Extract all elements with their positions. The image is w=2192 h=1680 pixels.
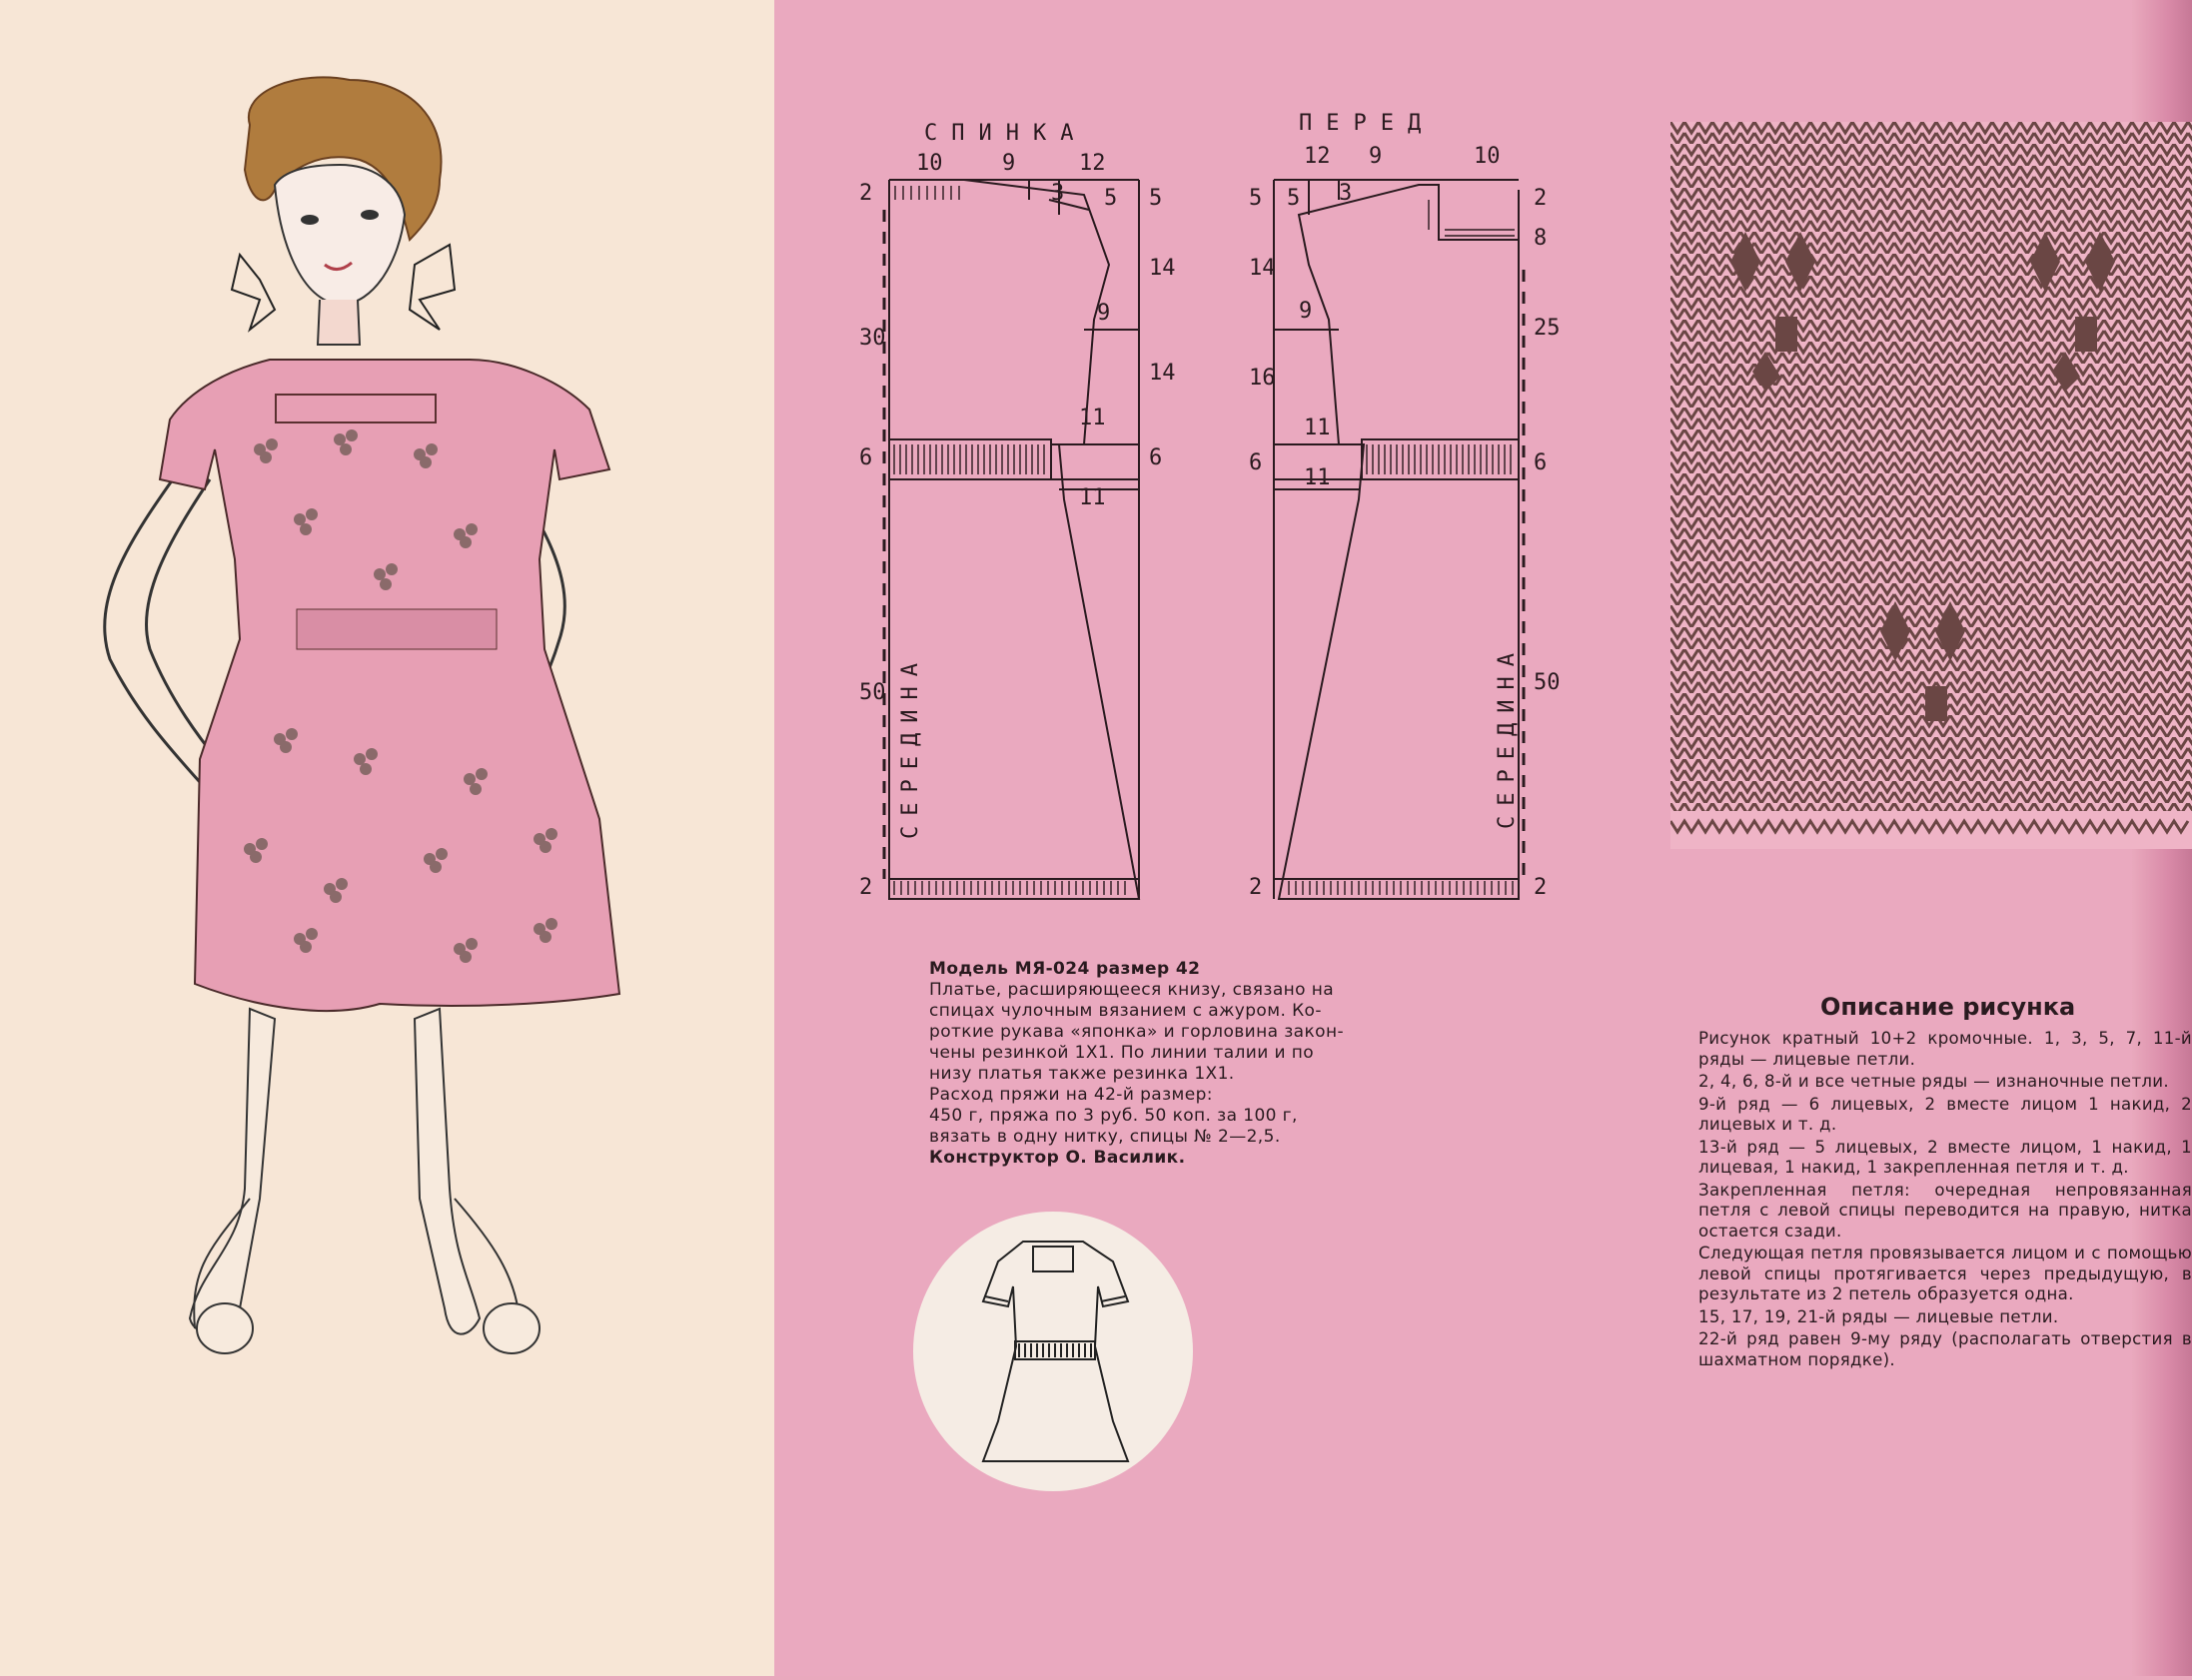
front-inner-5: 11	[1304, 465, 1331, 490]
left-page	[0, 0, 774, 1676]
description-paragraph: Следующая петля провязывается лицом и с помощью левой спицы протягивается через предыдущую, в результате из 2 петель образуется одна.	[1698, 1244, 2192, 1303]
back-left-1: 2	[859, 181, 873, 206]
description-paragraph: Закрепленная петля: очередная непровязанная петля с левой спицы переводится на правую, нитка остается сзади.	[1698, 1180, 2192, 1241]
back-inner-2: 5	[1104, 186, 1118, 211]
front-inner-1: 5	[1287, 186, 1301, 211]
caption-line: низу платья также резинка 1Х1.	[929, 1064, 1235, 1084]
front-title: ПЕРЕД	[1299, 111, 1436, 136]
caption-line: Платье, расширяющееся книзу, связано на	[929, 980, 1335, 1000]
front-left-3: 16	[1249, 366, 1276, 391]
caption-line: 450 г, пряжа по 3 руб. 50 коп. за 100 г,	[929, 1106, 1298, 1126]
front-top-3: 10	[1474, 144, 1501, 169]
caption-line: чены резинкой 1Х1. По линии талии и по	[929, 1043, 1315, 1063]
front-right-3: 25	[1534, 316, 1561, 341]
description-paragraph: 9-й ряд — 6 лицевых, 2 вместе лицом 1 накид, 2 лицевых и т. д.	[1698, 1094, 2192, 1134]
front-left-5: 2	[1249, 875, 1263, 900]
knit-pattern-swatch	[1670, 122, 2192, 849]
back-right-3: 14	[1149, 361, 1176, 386]
description-paragraph: 13-й ряд — 5 лицевых, 2 вместе лицом, 1 накид, 1 лицевая, 1 накид, 1 закрепленная петля и т. д.	[1698, 1137, 2192, 1177]
front-inner-2: 3	[1339, 181, 1353, 206]
back-title: СПИНКА	[924, 121, 1088, 146]
dress-thumbnail	[913, 1212, 1193, 1491]
front-inner-3: 9	[1299, 299, 1313, 324]
front-right-4: 6	[1534, 450, 1548, 475]
front-outline	[1279, 185, 1519, 899]
model-caption	[929, 959, 1429, 1169]
front-left-2: 14	[1249, 256, 1276, 281]
back-left-2: 30	[859, 326, 886, 351]
front-center-label: СЕРЕДИНА	[1495, 643, 1520, 829]
back-right-4: 6	[1149, 445, 1163, 470]
description-text	[1698, 1029, 2192, 1372]
description-paragraph: 15, 17, 19, 21-й ряды — лицевые петли.	[1698, 1306, 2059, 1326]
caption-line: роткие рукава «японка» и горловина закон-	[929, 1022, 1345, 1042]
back-inner-4: 11	[1079, 406, 1106, 430]
dress-sketch	[913, 1212, 1193, 1491]
back-center-label: СЕРЕДИНА	[898, 653, 923, 839]
front-right-1: 2	[1534, 186, 1548, 211]
back-right-1: 5	[1149, 186, 1163, 211]
front-right-6: 2	[1534, 875, 1548, 900]
back-inner-5: 11	[1079, 485, 1106, 510]
designer-credit: Конструктор О. Василик.	[929, 1148, 1186, 1168]
back-inner-1: 3	[1051, 181, 1065, 206]
description-paragraph: 22-й ряд равен 9-му ряду (располагать отверстия в шахматном порядке).	[1698, 1329, 2192, 1369]
back-left-3: 6	[859, 445, 873, 470]
caption-line: Расход пряжи на 42-й размер:	[929, 1085, 1213, 1105]
description-paragraph: 2, 4, 6, 8-й и все четные ряды — изнаночные петли.	[1698, 1072, 2169, 1091]
caption-line: спицах чулочным вязанием с ажуром. Ко-	[929, 1001, 1322, 1021]
back-left-5: 2	[859, 875, 873, 900]
back-left-4: 50	[859, 680, 886, 705]
description-paragraph: Рисунок кратный 10+2 кромочные. 1, 3, 5, 7, 11-й ряды — лицевые петли.	[1698, 1029, 2192, 1069]
back-top-1: 10	[916, 151, 943, 176]
back-inner-3: 9	[1097, 301, 1111, 326]
back-outline	[889, 180, 1139, 899]
front-inner-4: 11	[1304, 416, 1331, 440]
description-title: Описание рисунка	[1820, 993, 2076, 1021]
pattern-schema	[774, 0, 1673, 959]
front-top-1: 12	[1304, 144, 1331, 169]
caption-line: вязать в одну нитку, спицы № 2—2,5.	[929, 1127, 1281, 1147]
front-right-2: 8	[1534, 226, 1548, 251]
front-top-2: 9	[1369, 144, 1383, 169]
front-left-1: 5	[1249, 186, 1263, 211]
back-top-3: 12	[1079, 151, 1106, 176]
back-right-2: 14	[1149, 256, 1176, 281]
model-heading: Модель МЯ-024 размер 42	[929, 959, 1201, 979]
back-top-2: 9	[1002, 151, 1016, 176]
fashion-illustration	[0, 0, 774, 1676]
front-left-4: 6	[1249, 450, 1263, 475]
front-right-5: 50	[1534, 670, 1561, 695]
